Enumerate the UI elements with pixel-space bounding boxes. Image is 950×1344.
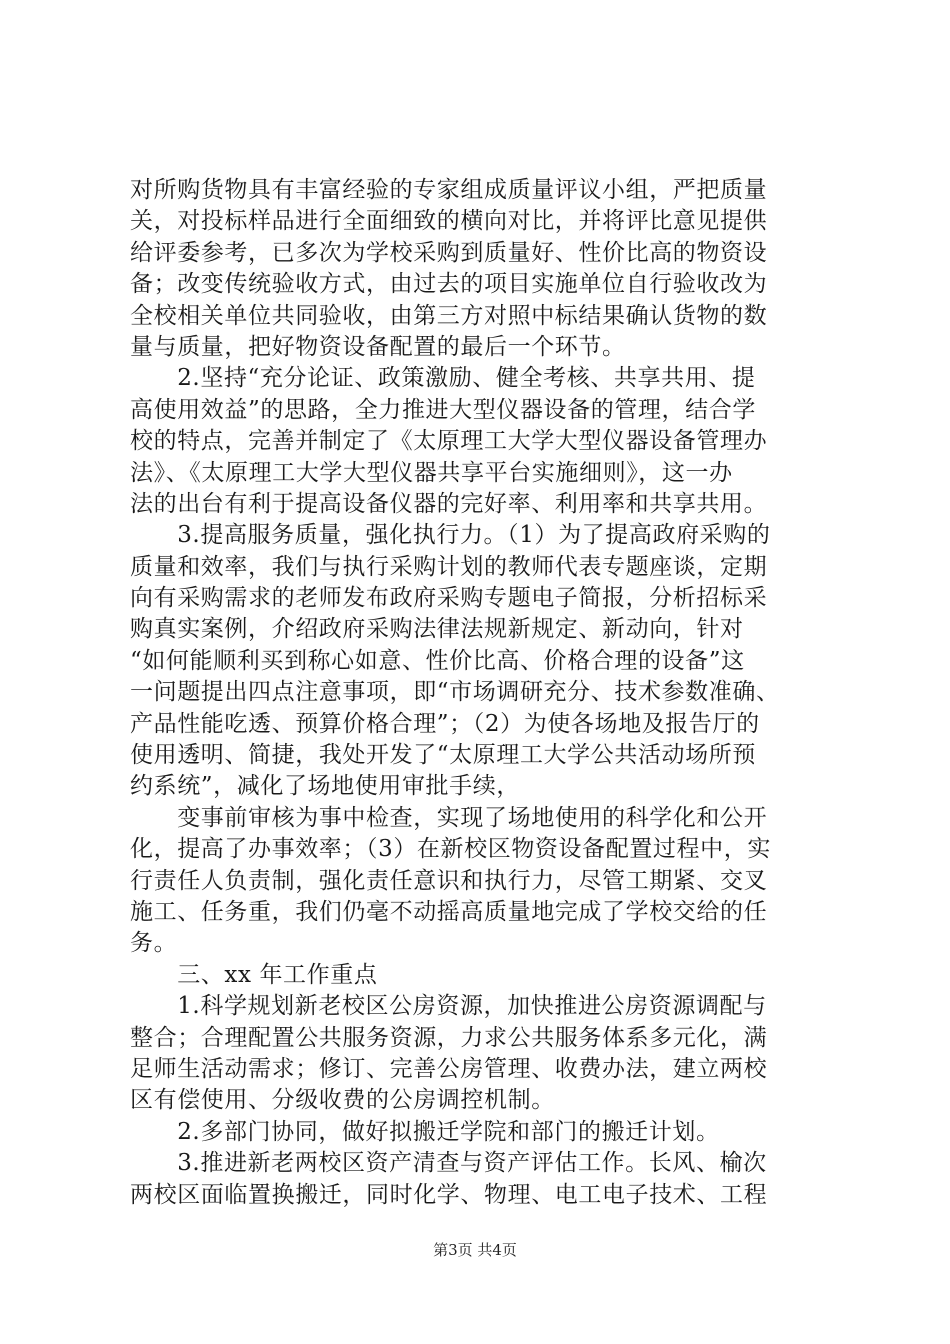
text-line: 全校相关单位共同验收，由第三方对照中标结果确认货物的数 — [130, 302, 768, 329]
text-line: 一问题提出四点注意事项，即“市场调研充分、技术参数准确、 — [130, 679, 780, 706]
text-line: 量与质量，把好物资设备配置的最后一个环节。 — [130, 333, 626, 360]
text-line: 约系统”，减化了场地使用审批手续， — [130, 773, 520, 800]
text-line: 购真实案例，介绍政府采购法律法规新规定、新动向，针对 — [130, 616, 744, 643]
text-line: 关，对投标样品进行全面细致的横向对比，并将评比意见提供 — [130, 208, 768, 235]
text-line: “如何能顺利买到称心如意、性价比高、价格合理的设备”这 — [130, 647, 745, 674]
text-line: 施工、任务重，我们仍毫不动摇高质量地完成了学校交给的任 — [130, 898, 768, 925]
text-line: 备；改变传统验收方式，由过去的项目实施单位自行验收改为 — [130, 271, 768, 298]
text-line: 使用透明、简捷，我处开发了“太原理工大学公共活动场所预 — [130, 742, 756, 769]
text-line: 质量和效率，我们与执行采购计划的教师代表专题座谈，定期 — [130, 553, 768, 580]
text-line: 向有采购需求的老师发布政府采购专题电子简报，分析招标采 — [130, 585, 768, 612]
document-body — [130, 175, 830, 1211]
text-line: 2.多部门协同，做好拟搬迁学院和部门的搬迁计划。 — [130, 1118, 720, 1145]
text-line: 法的出台有利于提高设备仪器的完好率、利用率和共享共用。 — [130, 490, 768, 517]
page-number-footer: 第3页 共4页 — [433, 1241, 517, 1259]
text-line: 行责任人负责制，强化责任意识和执行力，尽管工期紧、交叉 — [130, 867, 768, 894]
text-line: 给评委参考，已多次为学校采购到质量好、性价比高的物资设 — [130, 239, 768, 266]
text-line: 两校区面临置换搬迁，同时化学、物理、电工电子技术、工程 — [130, 1181, 768, 1208]
text-line: 高使用效益”的思路，全力推进大型仪器设备的管理，结合学 — [130, 396, 756, 423]
section-heading: 三、xx 年工作重点 — [130, 961, 378, 988]
text-line: 产品性能吃透、预算价格合理”；（2）为使各场地及报告厅的 — [130, 710, 760, 737]
text-line: 1.科学规划新老校区公房资源，加快推进公房资源调配与 — [130, 993, 767, 1020]
text-line: 法》、《太原理工大学大型仪器共享平台实施细则》，这一办 — [130, 459, 733, 486]
text-line: 整合；合理配置公共服务资源，力求公共服务体系多元化，满 — [130, 1024, 768, 1051]
text-line: 2.坚持“充分论证、政策激励、健全考核、共享共用、提 — [130, 365, 756, 392]
text-line: 务。 — [130, 930, 178, 957]
text-line: 3.提高服务质量，强化执行力。（1）为了提高政府采购的 — [130, 522, 771, 549]
text-line: 变事前审核为事中检查，实现了场地使用的科学化和公开 — [130, 804, 768, 831]
text-line: 校的特点，完善并制定了《太原理工大学大型仪器设备管理办 — [130, 428, 768, 455]
text-line: 足师生活动需求；修订、完善公房管理、收费办法，建立两校 — [130, 1055, 768, 1082]
text-line: 区有偿使用、分级收费的公房调控机制。 — [130, 1087, 555, 1114]
text-line: 化，提高了办事效率；（3）在新校区物资设备配置过程中，实 — [130, 836, 771, 863]
text-line: 对所购货物具有丰富经验的专家组成质量评议小组，严把质量 — [130, 177, 768, 203]
text-line: 3.推进新老两校区资产清查与资产评估工作。长风、榆次 — [130, 1150, 767, 1177]
